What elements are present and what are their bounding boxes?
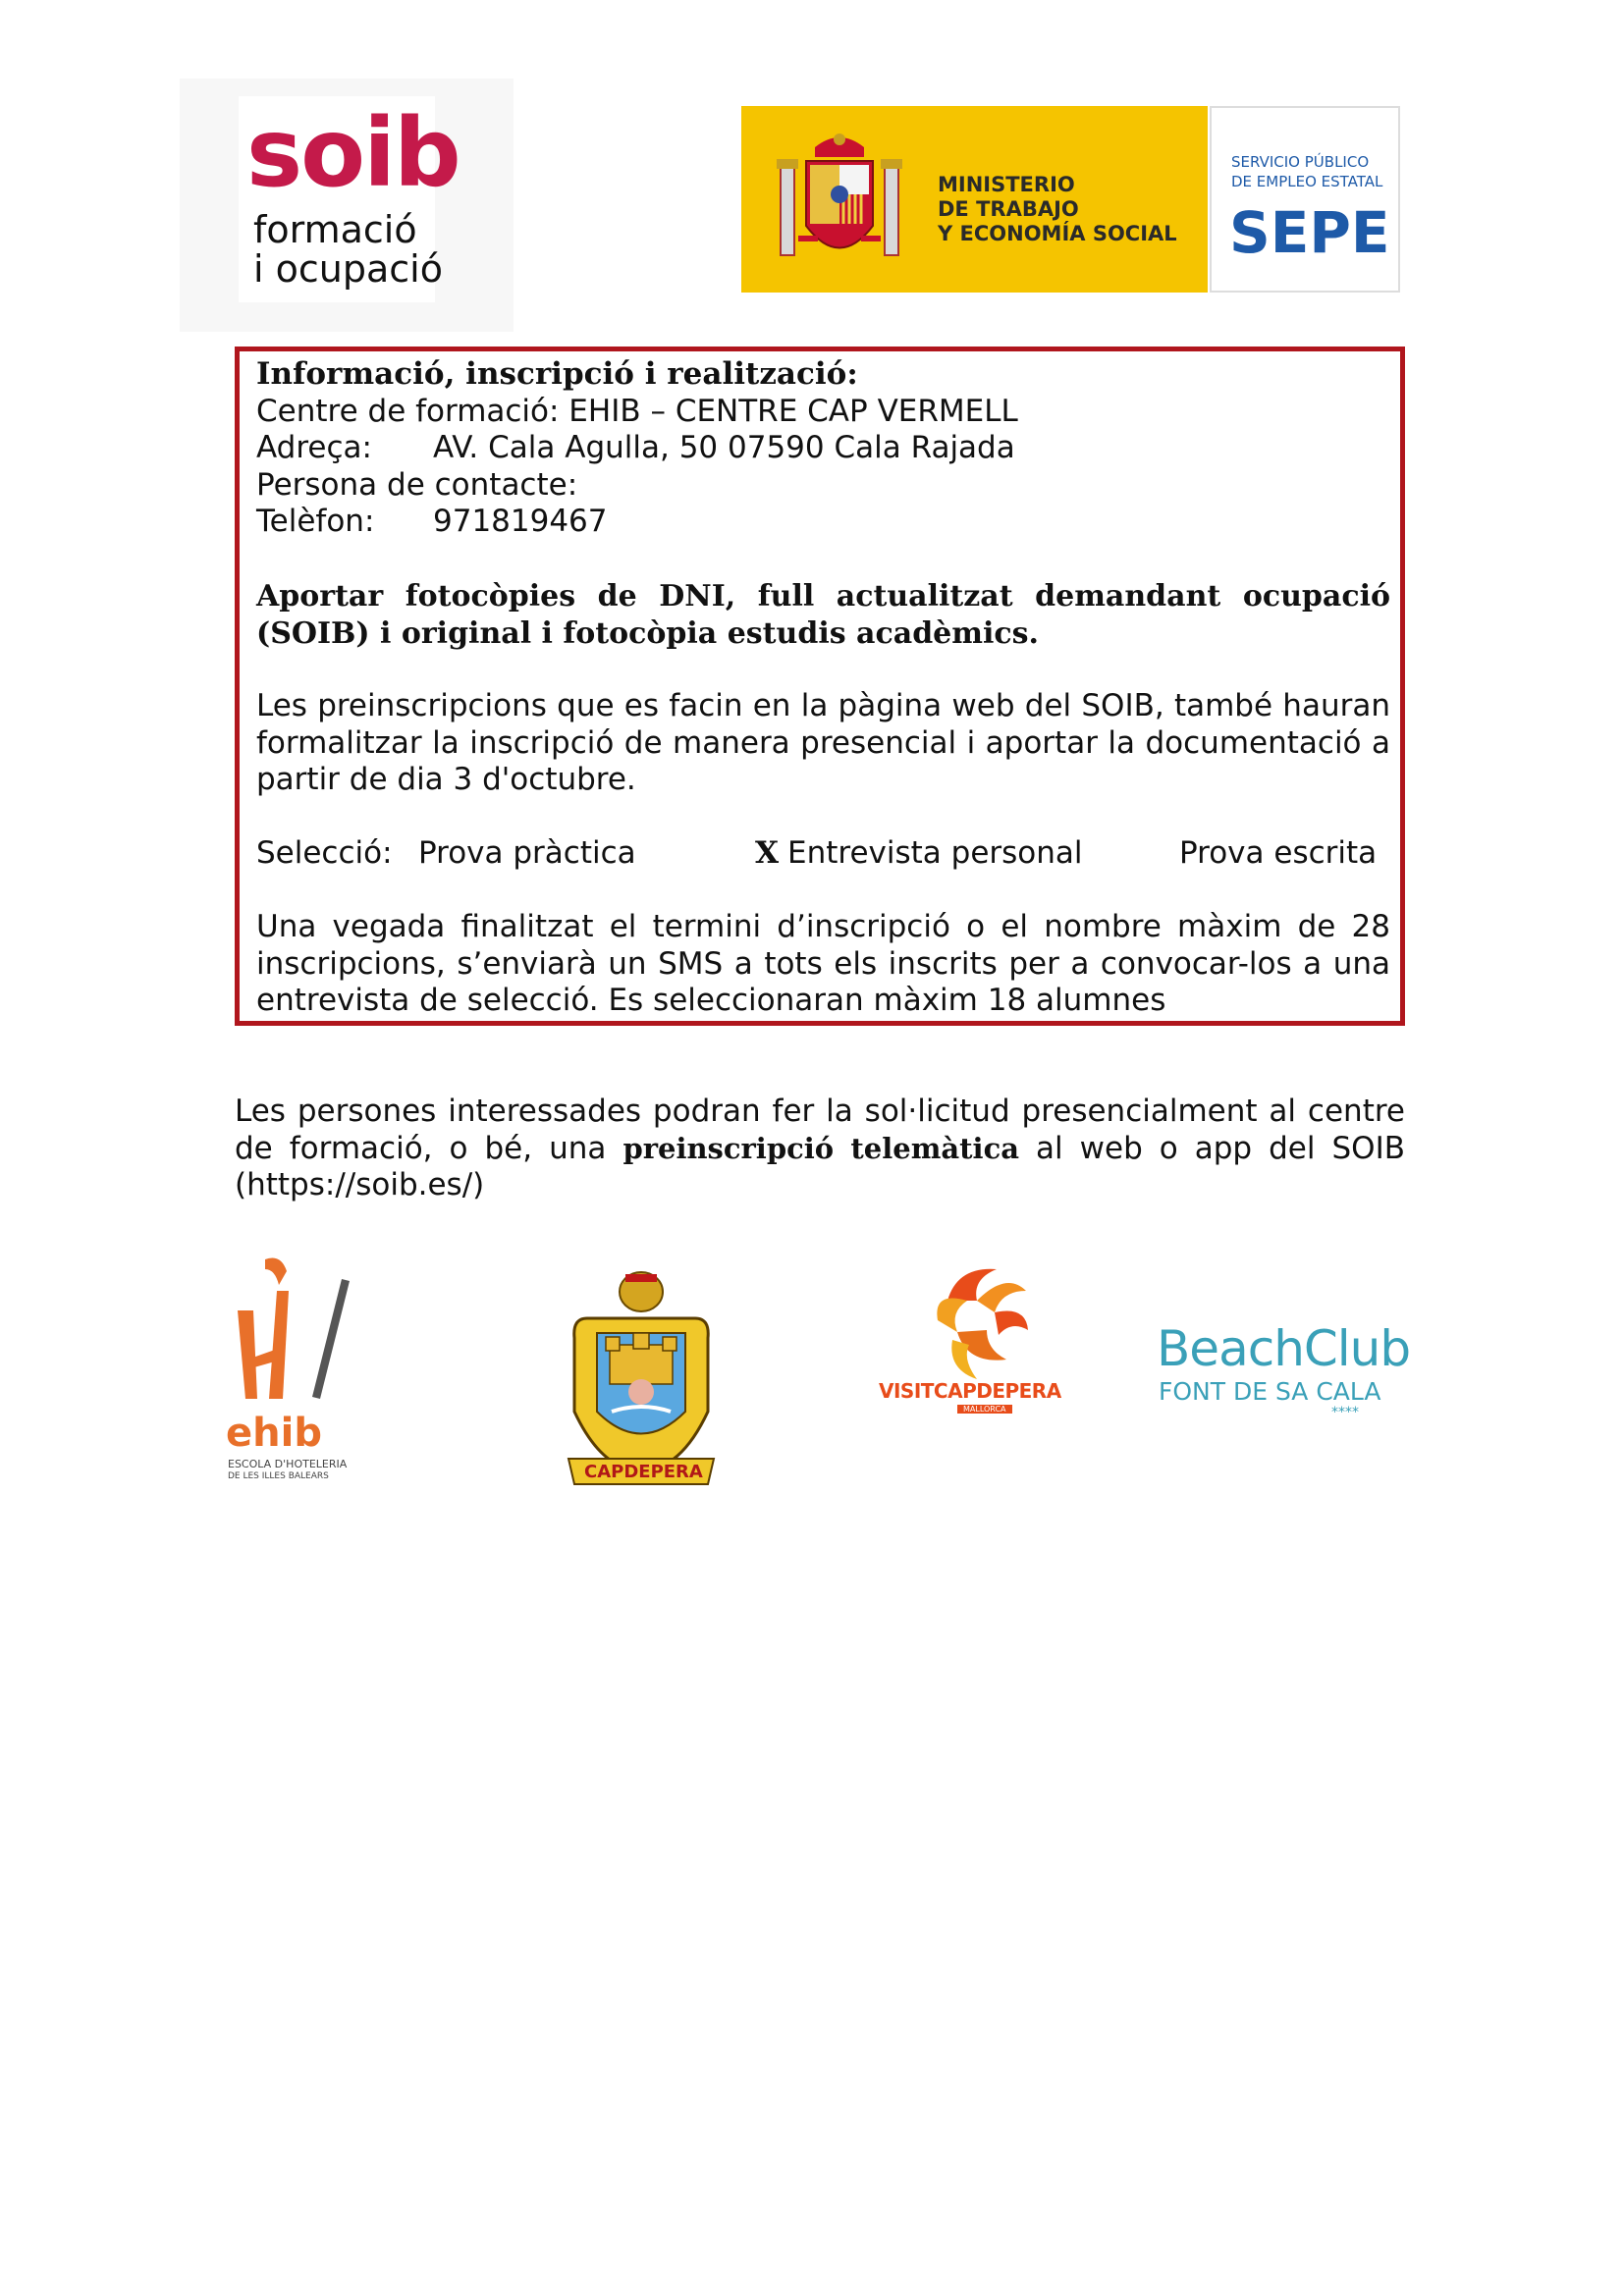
phone-label: Telèfon: <box>256 504 375 539</box>
ehib-word: ehib <box>226 1411 322 1456</box>
ministerio-line-3: Y ECONOMÍA SOCIAL <box>938 222 1177 245</box>
ministerio-line-1: MINISTERIO <box>938 173 1075 196</box>
visit-capdepera-subtitle: MALLORCA <box>957 1405 1012 1414</box>
phone-line <box>256 504 1390 541</box>
ministerio-line-2: DE TRABAJO <box>938 197 1079 221</box>
address-value: AV. Cala Agulla, 50 07590 Cala Rajada <box>433 430 1015 465</box>
capdepera-shield-icon <box>563 1264 720 1490</box>
soib-logo <box>180 79 514 332</box>
application-note-part-2: al web o app del SOIB (https://soib.es/) <box>235 1130 1405 1202</box>
sepe-logo <box>1210 106 1400 293</box>
closing-note: Una vegada finalitzat el termini d’inscripció o el nombre màxim de 28 inscripcions, s’enviarà un SMS a tots els inscrits per a convocar-los a una entrevista de selecció. Es seleccionaran màxim 18 alumnes <box>256 909 1390 1018</box>
phone-value: 971819467 <box>433 504 608 539</box>
beach-club-word: BeachClub <box>1157 1320 1411 1377</box>
coat-of-arms-icon <box>771 128 908 275</box>
beach-club-logo <box>1157 1320 1412 1428</box>
capdepera-logo <box>563 1264 720 1490</box>
address-line <box>256 430 1390 467</box>
info-heading: Informació, inscripció i realització: <box>256 356 858 392</box>
sepe-subtitle-2: DE EMPLEO ESTATAL <box>1231 173 1383 190</box>
centre-line: Centre de formació: EHIB – CENTRE CAP VERMELL <box>256 394 1018 429</box>
address-label: Adreça: <box>256 430 372 465</box>
application-note-highlight: preinscripció telemàtica <box>622 1131 1020 1165</box>
preinscription-note: Les preinscripcions que es facin en la pàgina web del SOIB, també hauran formalitzar la inscripció de manera presencial i aportar la documentació a partir de dia 3 d'octubre. <box>256 688 1390 797</box>
visit-capdepera-flame-icon <box>879 1261 1075 1389</box>
application-note-part-1: Les persones interessades podran fer la sol·licitud presencialment al centre de formació, o bé, una <box>235 1094 1405 1166</box>
selection-option-practical: Prova pràctica <box>418 835 636 871</box>
ministerio-logo <box>741 106 1208 293</box>
ehib-subtitle-2: DE LES ILLES BALEARS <box>228 1471 329 1481</box>
beach-club-subtitle: FONT DE SA CALA <box>1159 1377 1381 1406</box>
beach-club-stars: **** <box>1331 1405 1359 1420</box>
info-box <box>235 347 1405 1026</box>
ehib-mark-icon <box>226 1252 363 1399</box>
contact-label: Persona de contacte: <box>256 467 578 503</box>
visit-capdepera-word: VISITCAPDEPERA <box>879 1379 1061 1403</box>
soib-logo-word: soib <box>246 98 460 208</box>
visit-capdepera-logo <box>879 1261 1075 1428</box>
selection-check-mark: X <box>755 835 780 871</box>
selection-option-written: Prova escrita <box>1179 835 1378 871</box>
selection-line <box>256 835 1390 873</box>
capdepera-ribbon-text: CAPDEPERA <box>584 1462 703 1482</box>
ehib-logo <box>226 1252 363 1487</box>
selection-label: Selecció: <box>256 835 393 871</box>
documents-note: Aportar fotocòpies de DNI, full actualitzat demandant ocupació (SOIB) i original i fotocòpia estudis acadèmics. <box>256 579 1390 651</box>
soib-logo-subtitle-1: formació <box>253 208 417 251</box>
sepe-subtitle-1: SERVICIO PÚBLICO <box>1231 153 1370 171</box>
sepe-word: SEPE <box>1229 199 1390 266</box>
selection-option-interview: Entrevista personal <box>787 835 1083 871</box>
soib-logo-subtitle-2: i ocupació <box>253 247 443 291</box>
ministerio-name <box>938 173 1177 246</box>
ehib-subtitle-1: ESCOLA D'HOTELERIA <box>228 1458 348 1470</box>
application-note <box>235 1094 1405 1204</box>
